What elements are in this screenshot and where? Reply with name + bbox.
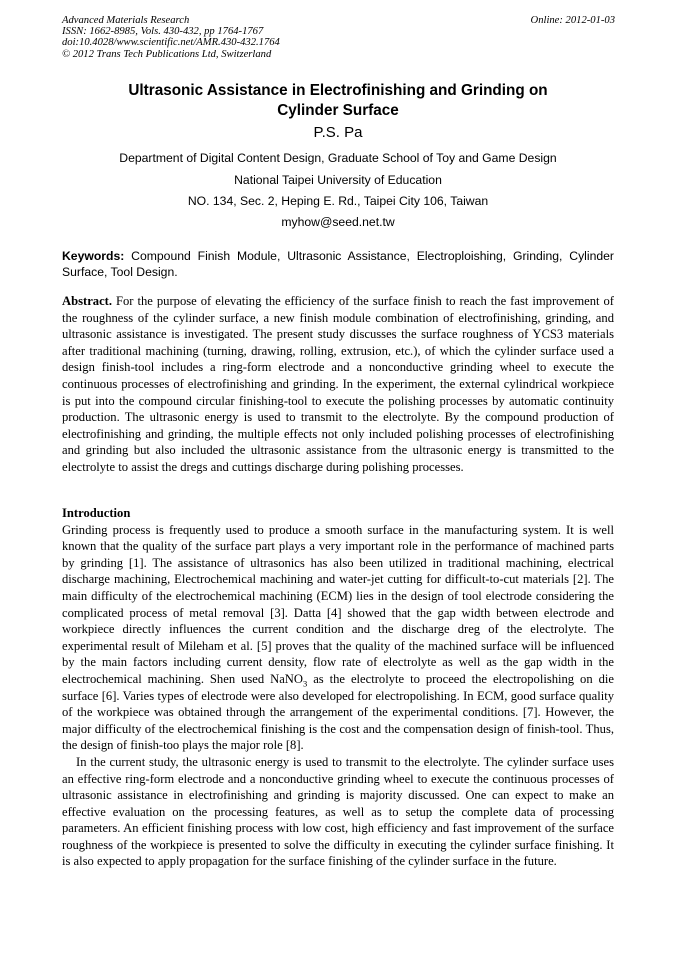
affiliation-department: Department of Digital Content Design, Graduate School of Toy and Game Design xyxy=(119,151,557,165)
online-date: Online: 2012-01-03 xyxy=(530,15,615,26)
journal-name: Advanced Materials Research xyxy=(62,15,190,26)
intro-p1-part-a: Grinding process is frequently used to produce a smooth surface in the manufacturing system. It is well known that the quality of the surface part plays a very important role in the performance of machined parts by grinding [1]. The assistance of ultrasonics has also been utilized in traditional machining, electrical discharge machining, Electrochemical machining and water-jet cutting for difficult-to-cut materials [2]. The main difficulty of the electrochemical machining (ECM) lies in the design of tool electrode considering the complicated process of metal removal [3]. Datta [4] showed that the gap width between electrode and workpiece directly influences the current condition and the discharge dreg of the electrolyte. The experimental result of Mileham et al. [5] proves that the quality of the machined surface will be influenced by the main factors including current density, flow rate of electrolyte as well as the gap width in the electrochemical machining. Shen used NaNO xyxy=(62,522,614,686)
intro-p1-part-b: as the electrolyte to proceed the electropolishing on die surface [6]. Varies types of electrode were also developed for electropolishing. In ECM, good surface quality of the workpiece was obtained through the arrangement of the experimental conditions. [7]. However, the major difficulty of the electrochemical finishing is the cost and the compensation design of finish-tool. Thus, the design of finish-too plays the major role [8]. xyxy=(62,671,614,753)
intro-paragraph-2: In the current study, the ultrasonic energy is used to transmit to the electrolyte. The cylinder surface uses an effective ring-form electrode and a nonconductive grinding wheel to execute the continuous processes of ultrasonic assistance in electrofinishing and grinding is majority discussed. One can expect to make an effective evaluation on the processing features, as well as to setup the complete data of processing parameters. An efficient finishing process with low cost, high efficiency and fast improvement of the surface roughness of the workpiece is presented to solve the difficulty in executing the cylinder surface finishing. It is also expected to apply propagation for the surface finishing of the cylinder surface in the future. xyxy=(62,754,614,869)
keywords-text: Compound Finish Module, Ultrasonic Assistance, Electroploishing, Grinding, Cylinder Surface, Tool Design. xyxy=(62,249,614,279)
keywords-label: Keywords: xyxy=(62,249,125,263)
affiliation-university: National Taipei University of Education xyxy=(234,173,442,187)
affiliation-address: NO. 134, Sec. 2, Heping E. Rd., Taipei City 106, Taiwan xyxy=(187,194,489,208)
intro-paragraph-1 xyxy=(62,522,614,754)
introduction-section xyxy=(62,505,614,870)
abstract-text: For the purpose of elevating the efficiency of the surface finish to reach the fast improvement of the roughness of the cylinder surface, a new finish module combination of electrofinishing, grinding, and ultrasonic assistance is investigated. The present study discusses the surface roughness of YCS3 materials after traditional machining (turning, drawing, rolling, extrusion, etc.), of which the cylinder surface used a design finish-tool includes a ring-form electrode and a nonconductive grinding wheel to execute the continuous processes of electrofinishing and grinding. In the experiment, the external cylindrical workpiece is put into the compound circular finishing-tool to execute the polishing processes by automatic continuity production. The ultrasonic energy is used to transmit to the electrolyte. By the compound production of electrofinishing and grinding, the multiple effects not only included polishing processes of electrofinishing and grinding but also included the ultrasonic assistance from the ultrasonic energy is transmitted to the electrolyte to assist the dregs and cuttings discharge during polishing processes. xyxy=(62,294,614,474)
issn: ISSN: 1662-8985, Vols. 430-432, pp 1764-1767 xyxy=(62,26,264,38)
abstract xyxy=(62,293,614,476)
introduction-heading: Introduction xyxy=(62,506,131,520)
author-email: myhow@seed.net.tw xyxy=(281,215,395,229)
subscript-3: 3 xyxy=(302,678,308,689)
author: P.S. Pa xyxy=(313,124,363,141)
keywords xyxy=(62,249,614,280)
journal-header xyxy=(62,15,280,60)
doi: doi:10.4028/www.scientific.net/AMR.430-432.1764 xyxy=(62,37,280,49)
copyright: © 2012 Trans Tech Publications Ltd, Switzerland xyxy=(62,48,272,60)
paper-title: Ultrasonic Assistance in Electrofinishing and Grinding on Cylinder Surface xyxy=(128,82,548,119)
abstract-label: Abstract. xyxy=(62,294,113,308)
